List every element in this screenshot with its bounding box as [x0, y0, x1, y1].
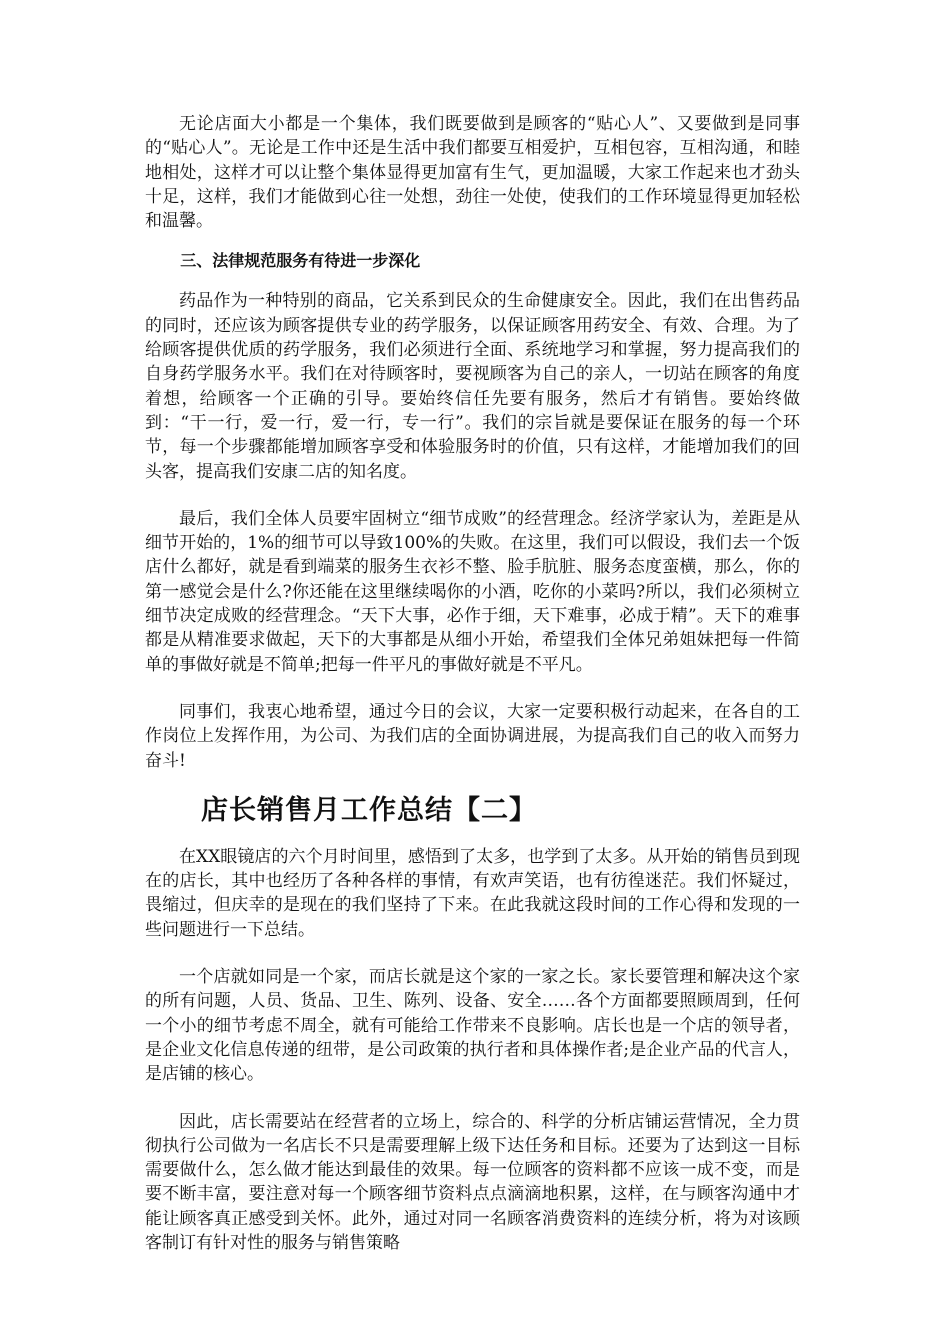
- paragraph-manager-role: 因此，店长需要站在经营者的立场上，综合的、科学的分析店铺运营情况，全力贯彻执行公司做为一名店长不只是需要理解上级下达任务和目标。还要为了达到这一目标需要做什么，怎么做才能达到最佳的效果。每一位顾客的资料都不应该一成不变，而是要不断丰富，要注意对每一个顾客细节资料点点滴滴地积累，这样，在与顾客沟通中才能让顾客真正感受到关怀。此外，通过对同一名顾客消费资料的连续分析，将为对该顾客制订有针对性的服务与销售策略: [145, 1111, 800, 1253]
- document-title: 店长销售月工作总结【二】: [201, 794, 537, 826]
- paragraph-collective: 无论店面大小都是一个集体，我们既要做到是顾客的“贴心人”、又要做到是同事的“贴心人”。无论是工作中还是生活中我们都要互相爱护，互相包容，互相沟通，和睦地相处，这样才可以让整个集体显得更加富有生气，更加温暖，大家工作起来也才劲头十足，这样，我们才能做到心往一处想，劲往一处使，使我们的工作环境显得更加轻松和温馨。: [145, 114, 800, 232]
- paragraph-store-as-family: 一个店就如同是一个家，而店长就是这个家的一家之长。家长要管理和解决这个家的所有问题，人员、货品、卫生、陈列、设备、安全……各个方面都要照顾周到，任何一个小的细节考虑不周全，就有可能给工作带来不良影响。店长也是一个店的领导者，是企业文化信息传递的纽带，是公司政策的执行者和具体操作者;是企业产品的代言人，是店铺的核心。: [145, 967, 800, 1085]
- paragraph-closing-call: 同事们，我衷心地希望，通过今日的会议，大家一定要积极行动起来，在各自的工作岗位上发挥作用，为公司、为我们店的全面协调进展，为提高我们自己的收入而努力奋斗!: [145, 701, 800, 771]
- section-heading-legal-service: 三、法律规范服务有待进一步深化: [180, 251, 421, 271]
- paragraph-pharmacy-service: 药品作为一种特别的商品，它关系到民众的生命健康安全。因此，我们在出售药品的同时，还应该为顾客提供专业的药学服务，以保证顾客用药安全、有效、合理。为了给顾客提供优质的药学服务，我们必须进行全面、系统地学习和掌握，努力提高我们的自身药学服务水平。我们在对待顾客时，要视顾客为自己的亲人，一切站在顾客的角度着想，给顾客一个正确的引导。要始终信任先要有服务，然后才有销售。要始终做到：“干一行，爱一行，爱一行，专一行”。我们的宗旨就是要保证在服务的每一个环节，每一个步骤都能增加顾客享受和体验服务时的价值，只有这样，才能增加我们的回头客，提高我们安康二店的知名度。: [145, 291, 800, 482]
- paragraph-detail-matters: 最后，我们全体人员要牢固树立“细节成败”的经营理念。经济学家认为，差距是从细节开始的，1%的细节可以导致100%的失败。在这里，我们可以假设，我们去一个饭店什么都好，就是看到端菜的服务生衣衫不整、脸手肮脏、服务态度蛮横，那么，你的第一感觉会是什么?你还能在这里继续喝你的小酒，吃你的小菜吗?所以，我们必须树立细节决定成败的经营理念。“天下大事，必作于细，天下难事，必成于精”。天下的难事都是从精准要求做起，天下的大事都是从细小开始，希望我们全体兄弟姐妹把每一件简单的事做好就是不简单;把每一件平凡的事做好就是不平凡。: [145, 508, 800, 675]
- document-page: [145, 112, 800, 1255]
- paragraph-optical-store-intro: 在XX眼镜店的六个月时间里，感悟到了太多，也学到了太多。从开始的销售员到现在的店长，其中也经历了各种各样的事情，有欢声笑语，也有彷徨迷茫。我们怀疑过，畏缩过，但庆幸的是现在的我们坚持了下来。在此我就这段时间的工作心得和发现的一些问题进行一下总结。: [145, 846, 800, 940]
